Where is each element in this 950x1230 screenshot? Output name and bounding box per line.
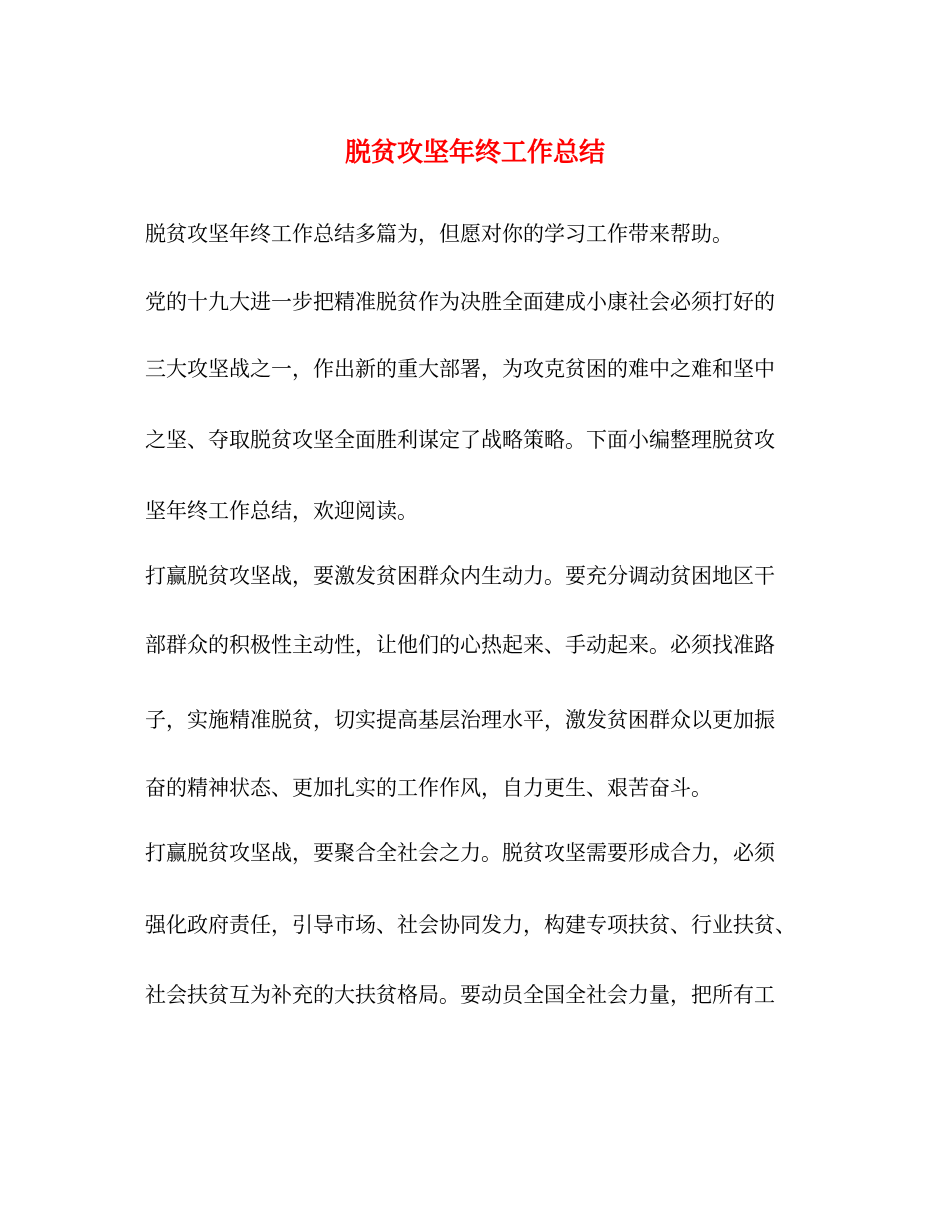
text-line-2: 党的十九大进一步把精准脱贫作为决胜全面建成小康社会必须打好的 [145, 290, 775, 314]
text-line-10: 打赢脱贫攻坚战，要聚合全社会之力。脱贫攻坚需要形成合力，必须 [145, 841, 775, 865]
text-line-11: 强化政府责任，引导市场、社会协同发力，构建专项扶贫、行业扶贫、 [145, 913, 796, 937]
text-line-4: 之坚、夺取脱贫攻坚全面胜利谋定了战略策略。下面小编整理脱贫攻 [145, 428, 775, 452]
text-line-8: 子，实施精准脱贫，切实提高基层治理水平，激发贫困群众以更加振 [145, 708, 775, 732]
text-line-1: 脱贫攻坚年终工作总结多篇为，但愿对你的学习工作带来帮助。 [145, 222, 733, 246]
text-line-7: 部群众的积极性主动性，让他们的心热起来、手动起来。必须找准路 [145, 633, 775, 657]
text-line-5: 坚年终工作总结，欢迎阅读。 [145, 499, 418, 523]
text-line-9: 奋的精神状态、更加扎实的工作作风，自力更生、艰苦奋斗。 [145, 776, 712, 800]
text-line-3: 三大攻坚战之一，作出新的重大部署，为攻克贫困的难中之难和坚中 [145, 357, 775, 381]
text-line-6: 打赢脱贫攻坚战，要激发贫困群众内生动力。要充分调动贫困地区干 [145, 564, 775, 588]
document-title: 脱贫攻坚年终工作总结 [344, 138, 605, 168]
text-line-12: 社会扶贫互为补充的大扶贫格局。要动员全国全社会力量，把所有工 [145, 983, 775, 1007]
